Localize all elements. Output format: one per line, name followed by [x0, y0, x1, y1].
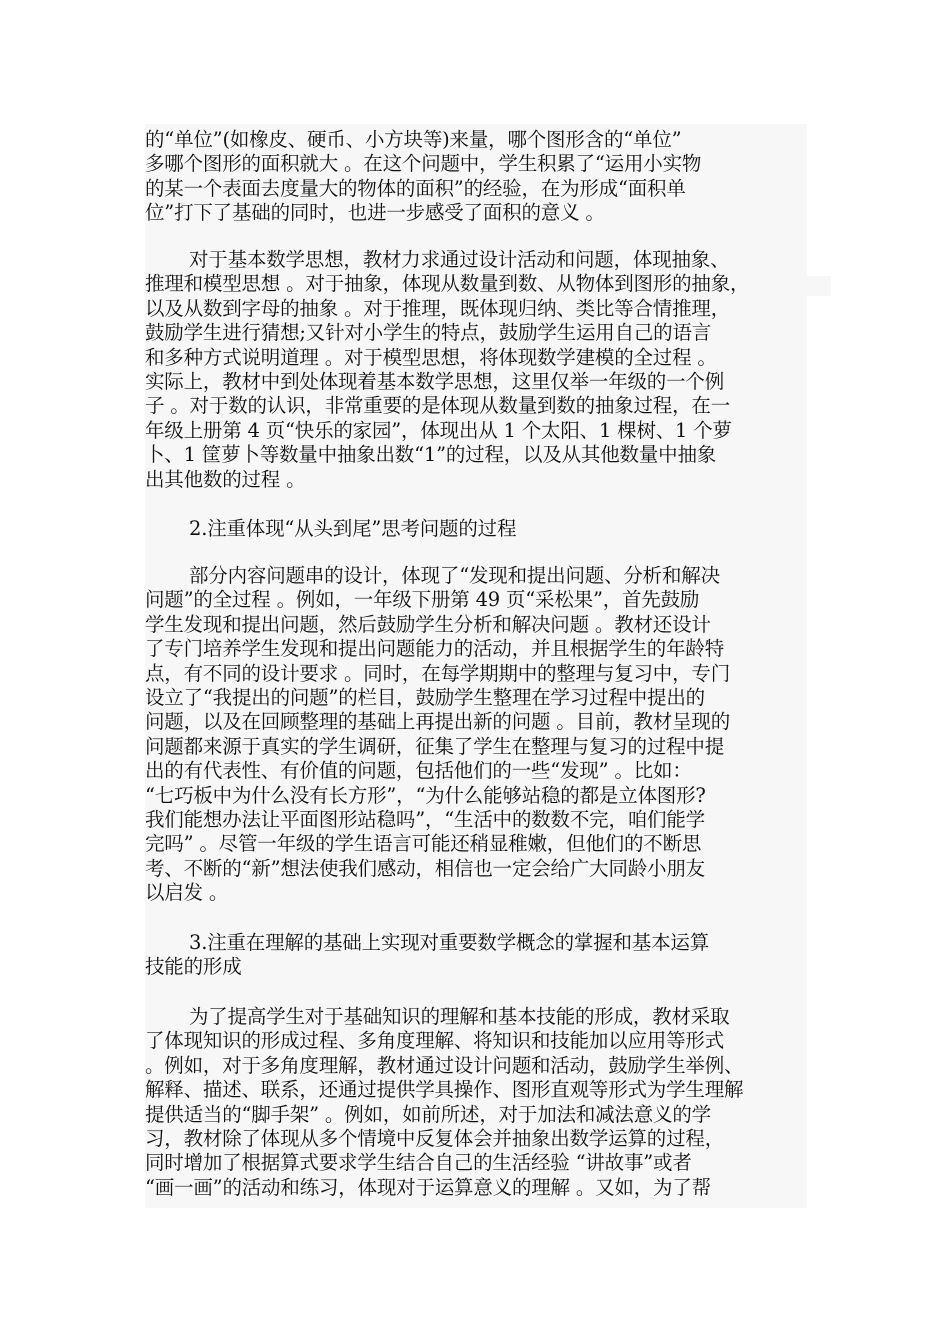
text-line: 问题”的全过程 。例如，一年级下册第 49 页“采松果”，首先鼓励 [145, 588, 700, 612]
text-line: 鼓励学生进行猜想;又针对小学生的特点，鼓励学生运用自己的语言 [145, 321, 712, 345]
text-line: 了专门培养学生发现和提出问题能力的活动，并且根据学生的年龄特 [145, 637, 725, 661]
text-line: 推理和模型思想 。对于抽象，体现从数量到数、从物体到图形的抽象， [145, 272, 750, 296]
heading-line: 技能的形成 [145, 955, 242, 979]
heading-line: 3.注重在理解的基础上实现对重要数学概念的掌握和基本运算 [189, 931, 710, 954]
heading-line: 2.注重体现“从头到尾”思考问题的过程 [189, 517, 517, 540]
text-line: 同时增加了根据算式要求学生结合自己的生活经验 “讲故事”或者 [145, 1151, 692, 1175]
text-line: 问题都来源于真实的学生调研，征集了学生在整理与复习的过程中提 [145, 734, 725, 758]
text-overflow-mark [807, 276, 831, 296]
text-line: 对于基本数学思想，教材力求通过设计活动和问题，体现抽象、 [189, 248, 730, 271]
text-line: “七巧板中为什么没有长方形”，“为什么能够站稳的都是立体图形? [145, 783, 706, 807]
text-line: 位”打下了基础的同时，也进一步感受了面积的意义 。 [145, 201, 605, 225]
text-line: “画一画”的活动和练习，体现对于运算意义的理解 。又如，为了帮 [145, 1175, 711, 1199]
text-line: 习，教材除了体现从多个情境中反复体会并抽象出数学运算的过程， [145, 1126, 725, 1150]
text-line: 年级上册第 4 页“快乐的家园”，体现出从 1 个太阳、1 棵树、1 个萝 [145, 418, 732, 442]
text-line: 考、不断的“新”想法使我们感动，相信也一定会给广大同龄小朋友 [145, 856, 705, 880]
text-line: 学生发现和提出问题，然后鼓励学生分析和解决问题 。教材还设计 [145, 612, 711, 636]
text-line: 实际上，教材中到处体现着基本数学思想，这里仅举一年级的一个例 [145, 369, 725, 393]
text-line: 部分内容问题串的设计，体现了“发现和提出问题、分析和解决 [189, 564, 720, 587]
text-line: 和多种方式说明道理 。对于模型思想，将体现数学建模的全过程 。 [145, 345, 717, 369]
paragraph-4 [145, 1005, 807, 1200]
paragraph-3 [145, 564, 807, 905]
text-line: 出其他数的过程 。 [145, 467, 306, 491]
paragraph-2 [145, 248, 807, 492]
text-line: 点，有不同的设计要求 。同时，在每学期期中的整理与复习中，专门 [145, 661, 730, 685]
text-line: 设立了“我提出的问题”的栏目，鼓励学生整理在学习过程中提出的 [145, 685, 705, 709]
text-line: 的某一个表面去度量大的物体的面积”的经验，在为形成“面积单 [145, 176, 686, 200]
text-line: 子 。对于数的认识，非常重要的是体现从数量到数的抽象过程，在一 [145, 394, 730, 418]
text-line: 卜、1 筐萝卜等数量中抽象出数“1”的过程，以及从其他数量中抽象 [145, 443, 717, 467]
text-line: 。例如，对于多角度理解，教材通过设计问题和活动，鼓励学生举例、 [145, 1053, 744, 1077]
section-heading-3 [145, 931, 807, 980]
text-line: 出的有代表性、有价值的问题，包括他们的一些“发现” 。比如： [145, 759, 692, 783]
text-line: 我们能想办法让平面图形站稳吗”，“生活中的数数不完，咱们能学 [145, 807, 705, 831]
text-line: 解释、描述、联系，还通过提供学具操作、图形直观等形式为学生理解 [145, 1078, 744, 1102]
text-line: 以及从数到字母的抽象 。对于推理，既体现归纳、类比等合情推理， [145, 296, 730, 320]
text-line: 问题，以及在回顾整理的基础上再提出新的问题 。目前，教材呈现的 [145, 710, 730, 734]
paragraph-1 [145, 128, 807, 226]
text-line: 了体现知识的形成过程、多角度理解、将知识和技能加以应用等形式 [145, 1029, 725, 1053]
text-line: 多哪个图形的面积就大 。在这个问题中，学生积累了“运用小实物 [145, 152, 702, 176]
text-line: 以启发 。 [145, 881, 229, 905]
section-heading-2 [145, 517, 807, 541]
text-line: 完吗” 。尽管一年级的学生语言可能还稍显稚嫩，但他们的不断思 [145, 832, 702, 856]
text-line: 的“单位”(如橡皮、硬币、小方块等)来量，哪个图形含的“单位” [145, 128, 682, 151]
text-line: 为了提高学生对于基础知识的理解和基本技能的形成，教材采取 [189, 1005, 730, 1028]
text-line: 提供适当的“脚手架” 。例如，如前所述，对于加法和减法意义的学 [145, 1102, 711, 1126]
